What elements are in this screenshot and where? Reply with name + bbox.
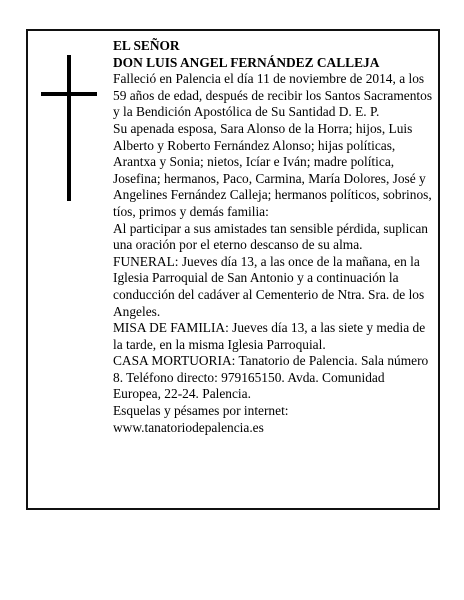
cross-icon: [67, 55, 71, 201]
obituary-text: [113, 38, 435, 436]
family-paragraph: Su apenada esposa, Sara Alonso de la Horra; hijos, Luis Alberto y Roberto Fernández Alonso; hijas políticas, Arantxa y Sonia; nietos, Icíar e Iván; madre política, Josefina; hermanos, Paco, Carmina, María Dolores, José y Angelines Fernández Calleja; hermanos políticos, sobrinos, tíos, primos y demás familia:: [113, 120, 432, 219]
mass-paragraph: MISA DE FAMILIA: Jueves día 13, a las siete y media de la tarde, en la misma Iglesia Parroquial.: [113, 320, 426, 352]
funeral-paragraph: FUNERAL: Jueves día 13, a las once de la mañana, en la Iglesia Parroquial de San Antonio y a continuación la conducción del cadáver al Cementerio de Ntra. Sra. de los Angeles.: [113, 253, 425, 319]
request-paragraph: Al participar a sus amistades tan sensible pérdida, suplican una oración por el eterno descanso de su alma.: [113, 220, 428, 253]
title-line-1: EL SEÑOR: [113, 38, 180, 53]
obituary-notice: [26, 29, 440, 510]
cross-icon-bar: [41, 92, 97, 96]
house-paragraph: CASA MORTUORIA: Tanatorio de Palencia. Sala número 8. Teléfono directo: 979165150. Avda. Comunidad Europea, 22-24. Palencia.: [113, 353, 429, 402]
online-url: www.tanatoriodepalencia.es: [113, 419, 264, 435]
online-label: Esquelas y pésames por internet:: [113, 403, 289, 419]
death-paragraph: Falleció en Palencia el día 11 de noviembre de 2014, a los 59 años de edad, después de recibir los Santos Sacramentos y la Bendición Apostólica de Su Santidad D. E. P.: [113, 71, 433, 120]
deceased-name: DON LUIS ANGEL FERNÁNDEZ CALLEJA: [113, 54, 380, 70]
